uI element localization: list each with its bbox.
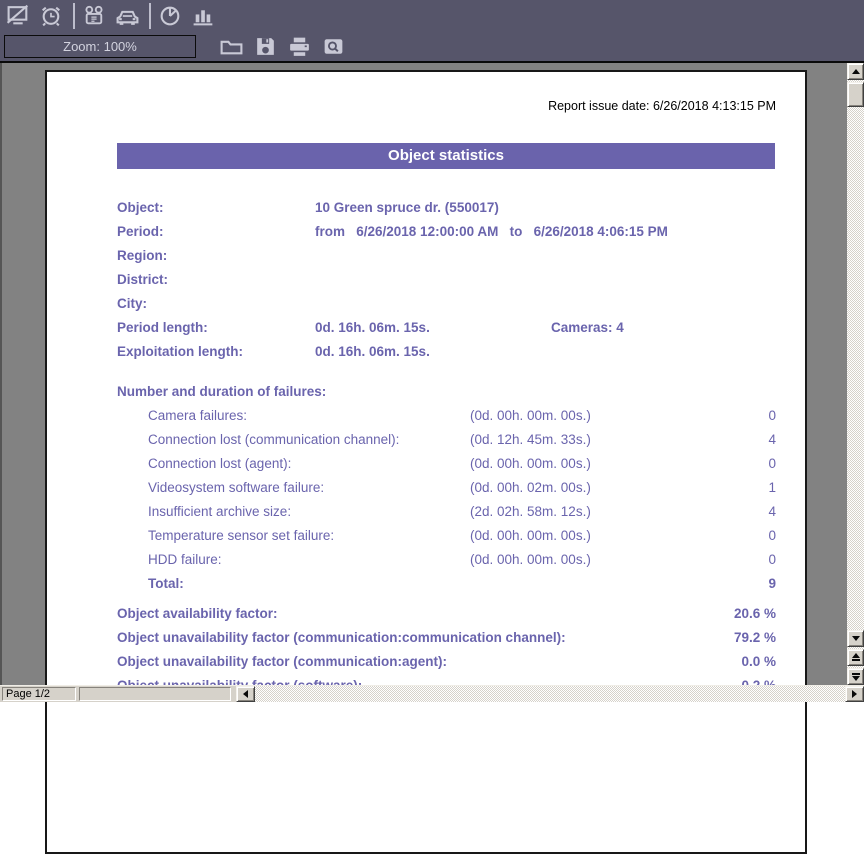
field-value: 0d. 16h. 06m. 15s. xyxy=(315,344,430,359)
failures-total-row xyxy=(117,576,776,600)
bar-chart-icon[interactable] xyxy=(190,2,217,29)
left-arrow-icon xyxy=(243,690,248,698)
pie-chart-icon[interactable] xyxy=(157,2,184,29)
toolbar xyxy=(0,0,864,63)
field-row-exploitation-length xyxy=(117,344,776,368)
failure-row xyxy=(117,504,776,528)
failure-name: Connection lost (agent): xyxy=(148,456,292,471)
failure-row xyxy=(117,432,776,456)
failure-name: Connection lost (communication channel): xyxy=(148,432,400,447)
viewport-left-edge xyxy=(0,63,2,685)
vertical-scrollbar[interactable] xyxy=(847,63,864,685)
open-folder-icon[interactable] xyxy=(218,33,245,60)
field-label: Exploitation length: xyxy=(117,344,243,359)
failure-duration: (2d. 02h. 58m. 12s.) xyxy=(470,504,591,519)
field-label: Region: xyxy=(117,248,168,263)
factor-value: 79.2 % xyxy=(733,630,776,645)
field-label: Object: xyxy=(117,200,164,215)
failure-row xyxy=(117,408,776,432)
vertical-scroll-thumb[interactable] xyxy=(847,82,864,107)
recorder-icon[interactable] xyxy=(81,2,108,29)
total-count: 9 xyxy=(768,576,776,591)
failure-row xyxy=(117,480,776,504)
display-off-icon[interactable] xyxy=(5,2,32,29)
failure-count: 0 xyxy=(768,408,776,423)
zoom-level-label: Zoom: 100% xyxy=(63,38,137,54)
scroll-up-button[interactable] xyxy=(847,63,864,80)
factor-label: Object unavailability factor (communication:agent): xyxy=(117,654,448,669)
save-icon[interactable] xyxy=(252,33,279,60)
toolbar-row-file xyxy=(0,31,864,61)
page-indicator: Page 1/2 xyxy=(6,688,51,700)
alarm-clock-icon[interactable] xyxy=(38,2,65,29)
factor-value: 0.0 % xyxy=(741,654,776,669)
failure-duration: (0d. 00h. 00m. 00s.) xyxy=(470,528,591,543)
failure-name: Camera failures: xyxy=(148,408,248,423)
section-heading: Number and duration of failures: xyxy=(117,384,327,399)
car-icon[interactable] xyxy=(114,2,141,29)
failure-count: 0 xyxy=(768,456,776,471)
up-arrow-icon xyxy=(852,69,860,74)
field-value: 10 Green spruce dr. (550017) xyxy=(315,200,499,215)
failure-count: 4 xyxy=(768,432,776,447)
page-down-bar xyxy=(852,673,860,675)
failure-row xyxy=(117,552,776,576)
field-row-district xyxy=(117,272,776,296)
factor-row xyxy=(117,654,776,678)
horizontal-scrollbar[interactable] xyxy=(236,686,864,702)
scroll-down-button[interactable] xyxy=(847,630,864,647)
failure-duration: (0d. 00h. 00m. 00s.) xyxy=(470,552,591,567)
field-label: District: xyxy=(117,272,169,287)
page-up-bar xyxy=(852,659,860,661)
failure-count: 0 xyxy=(768,552,776,567)
field-row-object xyxy=(117,200,776,224)
field-row-period xyxy=(117,224,776,248)
field-row-region xyxy=(117,248,776,272)
total-label: Total: xyxy=(148,576,184,591)
report-title-banner xyxy=(117,143,775,169)
factor-label: Object availability factor: xyxy=(117,606,278,621)
failure-count: 4 xyxy=(768,504,776,519)
factor-value: 20.6 % xyxy=(733,606,776,621)
failure-row xyxy=(117,456,776,480)
scroll-left-button[interactable] xyxy=(236,686,255,702)
failure-duration: (0d. 00h. 02m. 00s.) xyxy=(470,480,591,495)
zoom-level-box[interactable] xyxy=(4,35,196,58)
next-page-button[interactable] xyxy=(847,668,864,685)
cameras-count: Cameras: 4 xyxy=(551,320,624,335)
preview-icon[interactable] xyxy=(320,33,347,60)
down-arrow-icon xyxy=(852,636,860,641)
status-panel-empty xyxy=(79,687,231,701)
report-issue-date: Report issue date: 6/26/2018 4:13:15 PM xyxy=(548,99,776,113)
right-arrow-icon xyxy=(852,690,857,698)
factor-row xyxy=(117,606,776,630)
failure-duration: (0d. 00h. 00m. 00s.) xyxy=(470,408,591,423)
status-bar xyxy=(0,685,864,702)
toolbar-separator xyxy=(149,3,151,29)
field-label: Period: xyxy=(117,224,164,239)
failure-duration: (0d. 00h. 00m. 00s.) xyxy=(470,456,591,471)
field-row-period-length xyxy=(117,320,776,344)
document-viewport xyxy=(0,63,847,685)
failure-name: Videosystem software failure: xyxy=(148,480,325,495)
field-label: City: xyxy=(117,296,147,311)
page-up-icon xyxy=(852,653,860,658)
print-icon[interactable] xyxy=(286,33,313,60)
field-row-city xyxy=(117,296,776,320)
field-value: 0d. 16h. 06m. 15s. xyxy=(315,320,430,335)
page-indicator-panel xyxy=(2,687,76,701)
page-down-icon xyxy=(852,676,860,681)
report-page xyxy=(45,70,807,854)
factor-row xyxy=(117,630,776,654)
failure-count: 1 xyxy=(768,480,776,495)
report-title: Object statistics xyxy=(388,147,504,164)
factor-label: Object unavailability factor (communication:communication channel): xyxy=(117,630,566,645)
failure-name: HDD failure: xyxy=(148,552,222,567)
previous-page-button[interactable] xyxy=(847,649,864,666)
failure-count: 0 xyxy=(768,528,776,543)
failures-heading xyxy=(117,384,776,408)
failure-name: Temperature sensor set failure: xyxy=(148,528,335,543)
scroll-right-button[interactable] xyxy=(845,686,864,702)
toolbar-row-main xyxy=(0,0,223,31)
toolbar-separator xyxy=(73,3,75,29)
field-value: from 6/26/2018 12:00:00 AM to 6/26/2018 4:06:15 PM xyxy=(315,224,668,239)
failure-duration: (0d. 12h. 45m. 33s.) xyxy=(470,432,591,447)
failure-name: Insufficient archive size: xyxy=(148,504,292,519)
failure-row xyxy=(117,528,776,552)
field-label: Period length: xyxy=(117,320,208,335)
